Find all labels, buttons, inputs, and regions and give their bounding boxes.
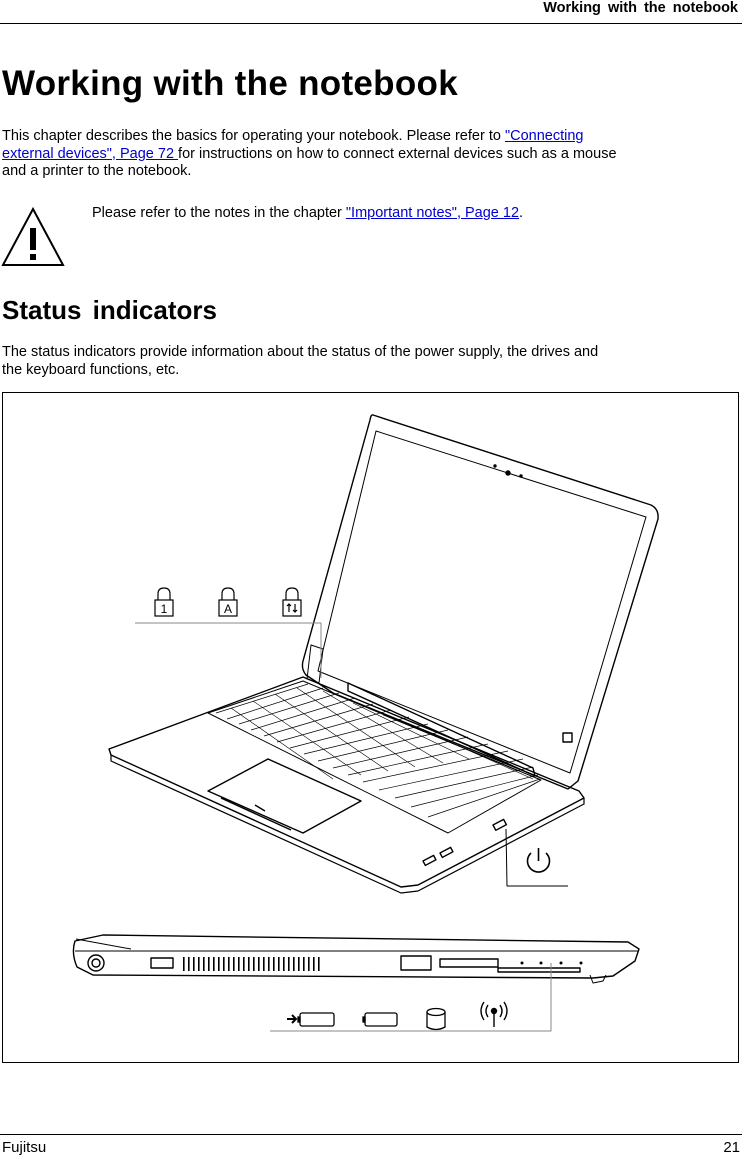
num-lock-label: 1 (160, 602, 168, 616)
connecting-devices-link[interactable]: "Connecting external devices", Page 72 (2, 128, 584, 162)
notebook-illustration (3, 393, 740, 1064)
battery-icon (363, 1013, 397, 1026)
page-number: 21 (723, 1139, 740, 1156)
section-title: Status indicators (2, 295, 217, 325)
intro-text-after: for instructions on how to connect external devices such as a mouse and a printer to the notebook. (2, 145, 617, 179)
header-rule (0, 23, 742, 24)
intro-paragraph (2, 128, 632, 181)
note-text-after: . (519, 205, 524, 221)
important-notes-link[interactable]: "Important notes", Page 12 (345, 205, 520, 221)
side-indicator-callout (270, 963, 551, 1031)
touchpad (208, 759, 361, 833)
warning-triangle-icon (0, 206, 66, 273)
note-text-before: Please refer to the notes in the chapter (92, 205, 346, 221)
drive-icon (427, 1009, 445, 1030)
intro-text-before: This chapter describes the basics for operating your notebook. Please refer to (2, 128, 505, 144)
wireless-icon (481, 1002, 507, 1027)
power-indicator-callout (506, 829, 568, 886)
ac-power-icon (287, 1013, 334, 1026)
notebook-figure (2, 392, 739, 1063)
status-intro-paragraph: The status indicators provide information about the status of the power supply, the drives and the keyboard functions, etc. (2, 344, 599, 378)
caps-lock-label: A (223, 602, 233, 616)
running-header: Working with the notebook (543, 0, 738, 16)
chapter-title: Working with the notebook (2, 64, 458, 103)
screen-lid (302, 415, 658, 789)
num-lock-icon (155, 588, 173, 616)
footer-rule (0, 1134, 742, 1135)
scroll-lock-icon (283, 588, 301, 616)
caps-lock-icon (219, 588, 237, 616)
important-note (92, 205, 523, 222)
footer-brand: Fujitsu (2, 1139, 47, 1156)
power-icon (528, 848, 550, 872)
top-indicator-callout (135, 623, 321, 678)
